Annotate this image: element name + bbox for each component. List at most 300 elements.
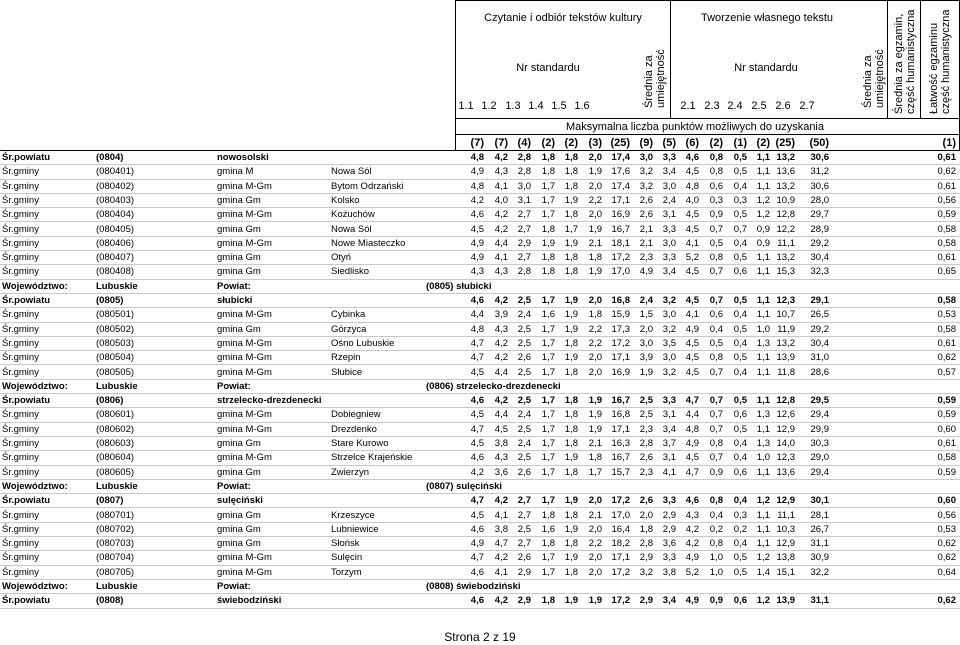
- row-value: 16,4: [611, 523, 630, 535]
- row-commune: Rzepin: [331, 352, 361, 364]
- row-value: 29,2: [810, 323, 829, 335]
- table-row: [0, 394, 960, 408]
- row-value: 4,1: [494, 566, 508, 578]
- row-type: Śr.gminy: [2, 366, 39, 378]
- row-value: 0,57: [937, 366, 956, 378]
- row-value: 13,6: [776, 166, 795, 178]
- row-value: 1,8: [541, 252, 555, 264]
- row-value: 0,5: [709, 337, 723, 349]
- row-value: 2,8: [517, 152, 531, 163]
- row-value: 17,2: [611, 566, 630, 578]
- row-commune: Torzym: [331, 566, 362, 578]
- row-value: 12,9: [776, 495, 795, 507]
- row-code: Lubuskie: [96, 480, 138, 492]
- row-value: 1,9: [588, 423, 602, 435]
- row-value: 1,8: [588, 452, 602, 464]
- row-value: 1,7: [541, 209, 555, 221]
- row-value: 1,8: [564, 509, 578, 521]
- row-value: 3,0: [639, 152, 653, 163]
- row-value: 4,5: [470, 509, 484, 521]
- row-value: 1,1: [756, 166, 770, 178]
- row-value: 3,9: [639, 352, 653, 364]
- row-type: Śr.gminy: [2, 352, 39, 364]
- row-value: 2,7: [517, 223, 531, 235]
- row-type: Śr.gminy: [2, 194, 39, 206]
- row-value: 15,3: [776, 266, 795, 278]
- section-header-row: [0, 480, 960, 494]
- row-name: gmina Gm: [217, 509, 261, 521]
- row-commune: Kolsko: [331, 194, 360, 206]
- row-name: gmina M-Gm: [217, 237, 272, 249]
- maks-value: (1): [733, 137, 747, 149]
- row-value: 1,3: [756, 337, 770, 349]
- row-value: 1,8: [564, 409, 578, 421]
- row-value: 1,9: [588, 409, 602, 421]
- row-value: 4,4: [494, 366, 508, 378]
- row-type: Śr.gminy: [2, 309, 39, 321]
- row-value: 4,6: [685, 495, 699, 507]
- row-value: 2,3: [639, 423, 653, 435]
- standard-number: 1.1: [458, 100, 474, 112]
- row-value: 2,5: [517, 452, 531, 464]
- row-value: 2,7: [517, 538, 531, 550]
- row-value: 0,8: [709, 152, 723, 163]
- row-value: 3,8: [494, 523, 508, 535]
- row-value: 1,9: [588, 223, 602, 235]
- row-name: gmina Gm: [217, 252, 261, 264]
- row-value: 3,4: [662, 595, 676, 607]
- row-value: 17,1: [611, 194, 630, 206]
- row-value: 4,5: [494, 423, 508, 435]
- row-value: 1,7: [541, 295, 555, 306]
- row-commune: Lubniewice: [331, 523, 379, 535]
- row-value: 0,64: [937, 566, 956, 578]
- row-value: 13,2: [776, 252, 795, 264]
- row-type: Śr.powiatu: [2, 295, 51, 306]
- row-value: 0,4: [733, 366, 747, 378]
- row-value: 31,0: [810, 352, 829, 364]
- header-mid-line: [455, 118, 960, 119]
- row-value: 3,3: [662, 223, 676, 235]
- group-title-writing: Tworzenie własnego tekstu: [700, 12, 834, 24]
- row-value: 1,7: [541, 495, 555, 507]
- row-code: Lubuskie: [96, 380, 138, 392]
- row-value: 31,1: [810, 595, 829, 607]
- row-value: 2,9: [639, 552, 653, 564]
- row-value: 1,7: [541, 438, 555, 449]
- row-value: 2,3: [639, 466, 653, 478]
- row-name: Powiat:: [217, 581, 251, 592]
- row-value: 1,7: [541, 180, 555, 192]
- row-value: 2,7: [517, 495, 531, 507]
- section-header-row: [0, 280, 960, 294]
- row-code: (080406): [96, 237, 135, 249]
- row-value: 2,4: [517, 409, 531, 421]
- row-value: 4,9: [685, 438, 699, 449]
- row-value: 28,9: [810, 223, 829, 235]
- nr-standardu-label-1: Nr standardu: [516, 62, 580, 74]
- row-value: 3,4: [662, 423, 676, 435]
- section-header-row: [0, 380, 960, 394]
- row-value: 4,8: [685, 423, 699, 435]
- row-value: 2,0: [588, 495, 602, 507]
- row-value: 0,5: [733, 295, 747, 306]
- maks-value: (25): [775, 137, 795, 149]
- row-value: 10,9: [776, 194, 795, 206]
- row-value: 2,4: [639, 295, 653, 306]
- row-value: 4,1: [685, 237, 699, 249]
- row-value: 16,7: [611, 395, 630, 407]
- header-divider-1: [670, 0, 671, 118]
- row-value: 0,4: [733, 237, 747, 249]
- table-row: [0, 494, 960, 508]
- row-value: 4,9: [685, 552, 699, 564]
- standard-number: 1.3: [505, 100, 521, 112]
- row-type: Śr.gminy: [2, 266, 39, 278]
- row-value: 1,1: [756, 352, 770, 364]
- row-value: 32,3: [810, 266, 829, 278]
- row-value: 0,53: [937, 523, 956, 535]
- row-value: 1,0: [756, 452, 770, 464]
- row-value: 0,5: [733, 566, 747, 578]
- row-value: 31,2: [810, 166, 829, 178]
- row-value: 4,1: [494, 180, 508, 192]
- row-value: 2,5: [517, 295, 531, 306]
- row-name: gmina M-Gm: [217, 337, 272, 349]
- row-value: 29,4: [810, 409, 829, 421]
- table-row: [0, 165, 960, 179]
- row-value: 2,2: [588, 194, 602, 206]
- row-value: 4,5: [685, 166, 699, 178]
- standard-number: 1.2: [481, 100, 497, 112]
- section-header-row: [0, 580, 960, 594]
- row-value: 1,8: [564, 152, 578, 163]
- row-value: 2,5: [517, 366, 531, 378]
- row-value: 4,5: [470, 438, 484, 449]
- row-value: 28,6: [810, 366, 829, 378]
- row-value: 0,62: [937, 166, 956, 178]
- row-value: 1,1: [756, 252, 770, 264]
- row-value: 1,8: [564, 395, 578, 407]
- row-value: 3,1: [517, 194, 531, 206]
- row-value: 4,7: [685, 395, 699, 407]
- row-value: 2,9: [517, 595, 531, 607]
- row-value: 4,7: [470, 423, 484, 435]
- row-value: 0,4: [733, 180, 747, 192]
- row-value: 2,8: [639, 438, 653, 449]
- row-value: 2,4: [517, 438, 531, 449]
- row-value: 4,8: [470, 180, 484, 192]
- row-value: 17,4: [611, 180, 630, 192]
- row-value: 17,4: [611, 152, 630, 163]
- row-commune: Ośno Lubuskie: [331, 337, 395, 349]
- row-commune: Otyń: [331, 252, 352, 264]
- row-value: 15,7: [611, 466, 630, 478]
- table-row: [0, 223, 960, 237]
- row-value: 1,8: [541, 509, 555, 521]
- row-value: 12,3: [776, 295, 795, 306]
- row-value: 12,8: [776, 209, 795, 221]
- row-value: 1,8: [541, 266, 555, 278]
- row-value: 2,5: [517, 395, 531, 407]
- standard-number: 1.4: [528, 100, 544, 112]
- row-value: 0,62: [937, 538, 956, 550]
- row-value: 0,62: [937, 352, 956, 364]
- row-value: 0,5: [709, 237, 723, 249]
- row-value: 4,2: [494, 595, 508, 607]
- row-name: gmina Gm: [217, 194, 261, 206]
- row-type: Śr.gminy: [2, 538, 39, 550]
- row-commune: Nowa Sól: [331, 166, 372, 178]
- row-value: 0,60: [937, 495, 956, 507]
- row-value: 0,62: [937, 595, 956, 607]
- maks-value: (1): [942, 137, 956, 149]
- row-value: 10,3: [776, 523, 795, 535]
- row-value: 1,8: [564, 366, 578, 378]
- row-powiat: (0806) strzelecko-drezdenecki: [426, 380, 561, 392]
- row-value: 2,0: [639, 323, 653, 335]
- table-row: [0, 308, 960, 322]
- row-type: Śr.gminy: [2, 223, 39, 235]
- row-value: 4,9: [470, 166, 484, 178]
- row-value: 1,8: [639, 523, 653, 535]
- row-value: 30,1: [810, 495, 829, 507]
- table-row: [0, 537, 960, 551]
- row-type: Śr.gminy: [2, 252, 39, 264]
- row-commune: Drezdenko: [331, 423, 377, 435]
- header-maks-line: [455, 134, 960, 135]
- row-name: Powiat:: [217, 480, 251, 492]
- row-value: 0,5: [733, 423, 747, 435]
- row-value: 29,4: [810, 466, 829, 478]
- row-commune: Kożuchów: [331, 209, 375, 221]
- header-left-border: [455, 0, 456, 150]
- row-value: 0,8: [709, 438, 723, 449]
- row-value: 1,7: [541, 323, 555, 335]
- row-commune: Górzyca: [331, 323, 367, 335]
- table-row: [0, 509, 960, 523]
- row-type: Śr.gminy: [2, 409, 39, 421]
- row-value: 4,5: [685, 209, 699, 221]
- row-value: 1,0: [709, 566, 723, 578]
- row-value: 13,8: [776, 552, 795, 564]
- row-value: 2,8: [517, 166, 531, 178]
- row-value: 0,7: [709, 452, 723, 464]
- row-value: 3,0: [639, 337, 653, 349]
- row-name: gmina Gm: [217, 323, 261, 335]
- row-value: 1,1: [756, 366, 770, 378]
- row-value: 4,6: [685, 152, 699, 163]
- row-value: 1,1: [756, 509, 770, 521]
- row-commune: Krzeszyce: [331, 509, 375, 521]
- row-type: Województwo:: [2, 280, 68, 292]
- row-value: 0,7: [709, 295, 723, 306]
- row-value: 4,1: [494, 509, 508, 521]
- row-value: 2,2: [588, 538, 602, 550]
- row-value: 3,5: [662, 337, 676, 349]
- row-value: 4,7: [470, 552, 484, 564]
- table-row: [0, 208, 960, 222]
- row-value: 0,59: [937, 466, 956, 478]
- row-value: 4,8: [685, 180, 699, 192]
- table-row: [0, 237, 960, 251]
- row-value: 1,8: [564, 466, 578, 478]
- row-value: 4,2: [494, 552, 508, 564]
- row-value: 3,3: [662, 395, 676, 407]
- row-value: 0,61: [937, 438, 956, 449]
- row-value: 2,0: [588, 352, 602, 364]
- row-value: 15,1: [776, 566, 795, 578]
- row-value: 0,5: [733, 323, 747, 335]
- row-value: 29,1: [810, 295, 829, 306]
- standard-number: 2.7: [799, 100, 815, 112]
- row-value: 1,2: [756, 495, 770, 507]
- table-row: [0, 437, 960, 451]
- row-value: 0,56: [937, 194, 956, 206]
- row-code: Lubuskie: [96, 280, 138, 292]
- row-commune: Sulęcin: [331, 552, 363, 564]
- row-value: 18,2: [611, 538, 630, 550]
- row-value: 16,7: [611, 223, 630, 235]
- row-value: 0,8: [709, 495, 723, 507]
- row-value: 4,2: [494, 295, 508, 306]
- row-value: 0,5: [733, 209, 747, 221]
- row-value: 2,2: [588, 323, 602, 335]
- row-value: 4,3: [494, 166, 508, 178]
- row-value: 4,2: [494, 395, 508, 407]
- row-value: 0,59: [937, 209, 956, 221]
- row-value: 1,7: [541, 337, 555, 349]
- row-value: 4,5: [685, 366, 699, 378]
- row-value: 1,5: [639, 309, 653, 321]
- row-value: 0,61: [937, 337, 956, 349]
- row-value: 1,9: [588, 266, 602, 278]
- row-value: 1,8: [564, 438, 578, 449]
- row-value: 0,9: [756, 223, 770, 235]
- row-type: Śr.gminy: [2, 180, 39, 192]
- row-value: 4,2: [494, 337, 508, 349]
- table-row: [0, 180, 960, 194]
- row-value: 2,9: [662, 509, 676, 521]
- table-row: [0, 466, 960, 480]
- row-commune: Strzelce Krajeńskie: [331, 452, 413, 464]
- row-value: 3,2: [662, 295, 676, 306]
- row-value: 1,8: [564, 566, 578, 578]
- row-value: 0,58: [937, 295, 956, 306]
- row-type: Śr.gminy: [2, 166, 39, 178]
- row-value: 4,3: [494, 323, 508, 335]
- row-type: Śr.gminy: [2, 423, 39, 435]
- row-value: 1,2: [756, 194, 770, 206]
- row-value: 0,4: [733, 538, 747, 550]
- row-value: 4,5: [685, 295, 699, 306]
- row-value: 1,7: [541, 366, 555, 378]
- row-value: 2,6: [639, 495, 653, 507]
- row-value: 1,0: [709, 552, 723, 564]
- row-commune: Nowa Sól: [331, 223, 372, 235]
- row-value: 2,6: [517, 552, 531, 564]
- row-value: 0,4: [733, 337, 747, 349]
- row-code: (080402): [96, 180, 135, 192]
- header-divider-2: [887, 0, 888, 118]
- row-commune: Dobiegniew: [331, 409, 381, 421]
- row-value: 3,2: [662, 323, 676, 335]
- row-value: 17,1: [611, 423, 630, 435]
- row-value: 0,58: [937, 237, 956, 249]
- maks-value: (50): [809, 137, 829, 149]
- row-value: 30,4: [810, 337, 829, 349]
- row-value: 4,5: [685, 452, 699, 464]
- row-value: 2,6: [517, 466, 531, 478]
- row-name: nowosolski: [217, 152, 269, 163]
- group-title-reading: Czytanie i odbiór tekstów kultury: [484, 12, 642, 24]
- row-value: 0,4: [733, 438, 747, 449]
- row-value: 16,8: [611, 409, 630, 421]
- maks-value: (7): [470, 137, 484, 149]
- row-value: 2,3: [639, 252, 653, 264]
- row-value: 1,9: [639, 366, 653, 378]
- maks-value: (5): [662, 137, 676, 149]
- table-header: [0, 0, 960, 150]
- row-value: 1,8: [564, 337, 578, 349]
- maks-value: (2): [541, 137, 555, 149]
- row-value: 28,1: [810, 509, 829, 521]
- row-code: (080601): [96, 409, 135, 421]
- row-value: 2,0: [588, 180, 602, 192]
- row-value: 2,0: [639, 509, 653, 521]
- row-value: 1,8: [564, 252, 578, 264]
- row-value: 17,1: [611, 552, 630, 564]
- row-value: 12,8: [776, 395, 795, 407]
- row-code: (0804): [96, 152, 124, 163]
- row-value: 0,2: [709, 523, 723, 535]
- nr-standardu-label-2: Nr standardu: [734, 62, 798, 74]
- row-commune: Nowe Miasteczko: [331, 237, 406, 249]
- row-value: 0,61: [937, 252, 956, 264]
- maks-value: (6): [685, 137, 699, 149]
- row-code: (080604): [96, 452, 135, 464]
- table-row: [0, 323, 960, 337]
- row-name: gmina Gm: [217, 466, 261, 478]
- row-value: 2,5: [639, 395, 653, 407]
- row-value: 4,3: [470, 266, 484, 278]
- row-type: Śr.powiatu: [2, 495, 51, 507]
- row-code: (0805): [96, 295, 124, 306]
- row-value: 0,7: [709, 366, 723, 378]
- row-value: 1,8: [541, 595, 555, 607]
- row-value: 16,3: [611, 438, 630, 449]
- row-value: 2,5: [517, 337, 531, 349]
- row-value: 3,0: [662, 180, 676, 192]
- row-code: (080701): [96, 509, 135, 521]
- row-value: 3,1: [662, 209, 676, 221]
- row-value: 1,9: [564, 552, 578, 564]
- row-value: 12,2: [776, 223, 795, 235]
- row-value: 0,3: [709, 194, 723, 206]
- row-value: 2,8: [517, 266, 531, 278]
- row-name: gmina Gm: [217, 538, 261, 550]
- row-name: sulęciński: [217, 495, 263, 507]
- row-value: 17,2: [611, 595, 630, 607]
- row-code: (080405): [96, 223, 135, 235]
- row-value: 30,6: [810, 152, 829, 163]
- row-value: 0,9: [756, 237, 770, 249]
- row-value: 4,0: [494, 194, 508, 206]
- row-commune: Bytom Odrzański: [331, 180, 404, 192]
- row-value: 5,2: [685, 566, 699, 578]
- row-value: 2,5: [517, 523, 531, 535]
- header-top-line: [455, 0, 960, 1]
